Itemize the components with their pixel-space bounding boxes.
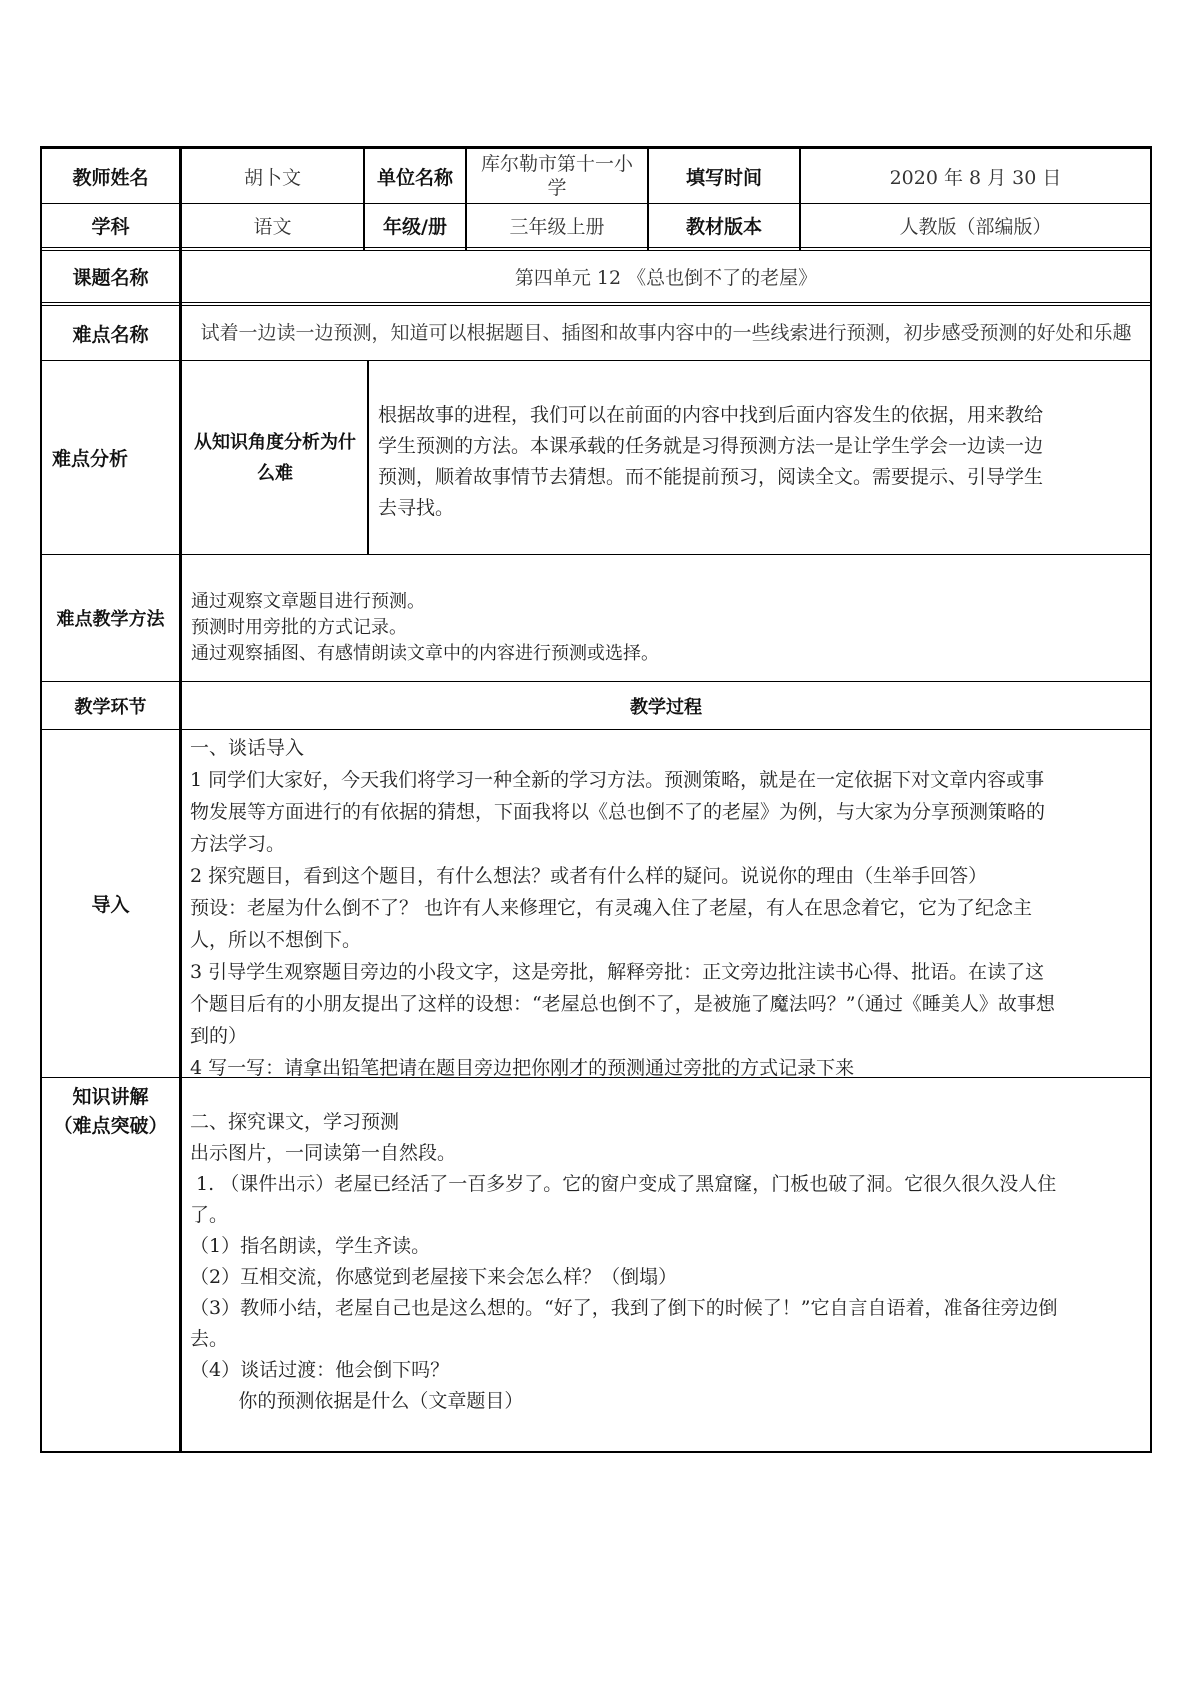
grade-value: 三年级上册 (509, 216, 605, 238)
process-header: 教学过程 (630, 696, 702, 718)
teacher-name-value: 胡卜文 (243, 166, 301, 189)
knowledge-lines (190, 1107, 1058, 1417)
analysis-sub-label: 从知识角度分析为什么难 (194, 431, 356, 484)
row-divider (40, 729, 1152, 730)
knowledge-line: 二、探究课文，学习预测 (190, 1111, 400, 1133)
col-divider (367, 361, 369, 555)
stage-header: 教学环节 (74, 696, 147, 718)
intro-line: 1 同学们大家好，今天我们将学习一种全新的学习方法。预测策略，就是在一定依据下对文章内容或事物发展等方面进行的有依据的猜想，下面我将以《总也倒不了的老屋》为例，与大家为分享预测策略的方法学习。 (190, 769, 1046, 855)
knowledge-line: 你的预测依据是什么（文章题目） (190, 1390, 524, 1412)
fill-date-label: 填写时间 (685, 166, 762, 189)
knowledge-line: （1）指名朗读，学生齐读。 (190, 1235, 431, 1257)
border-bottom (40, 1451, 1152, 1453)
row-divider (40, 302, 1152, 303)
intro-lines (190, 732, 1058, 1084)
topic-value: 第四单元 12 《总也倒不了的老屋》 (514, 267, 818, 289)
knowledge-line: （3）教师小结，老屋自己也是这么想的。“好了，我到了倒下的时候了！”它自言自语着，准备往旁边倒去。 (190, 1297, 1058, 1350)
subject-value: 语文 (253, 216, 292, 238)
intro-line: 3 引导学生观察题目旁边的小段文字，这是旁批，解释旁批：正文旁边批注读书心得、批语。在读了这个题目后有的小朋友提出了这样的设想：“老屋总也倒不了，是被施了魔法吗？”（通过《睡美人》故事想到的） (190, 961, 1055, 1047)
topic-label: 课题名称 (72, 267, 149, 289)
analysis-value: 根据故事的进程，我们可以在前面的内容中找到后面内容发生的依据，用来教给学生预测的方法。本课承载的任务就是习得预测方法一是让学生学会一边读一边预测，顺着故事情节去猜想。而不能提前预习，阅读全文。需要提示、引导学生去寻找。 (378, 404, 1044, 519)
fill-date-value: 2020 年 8 月 30 日 (889, 166, 1062, 189)
intro-line: 2 探究题目，看到这个题目，有什么想法？或者有什么样的疑问。说说你的理由（生举手回答） (190, 865, 988, 887)
knowledge-line: （4）谈话过渡：他会倒下吗？ (190, 1359, 450, 1381)
intro-line: 预设：老屋为什么倒不了？ 也许有人来修理它，有灵魂入住了老屋，有人在思念着它，它为了纪念主人，所以不想倒下。 (190, 897, 1033, 951)
intro-line: 4 写一写：请拿出铅笔把请在题目旁边把你刚才的预测通过旁批的方式记录下来 (190, 1057, 855, 1079)
intro-line: 一、谈话导入 (190, 737, 305, 759)
subject-label: 学科 (91, 216, 130, 238)
method-line: 预测时用旁批的方式记录。 (191, 617, 407, 638)
method-lines (191, 589, 1141, 667)
intro-label: 导入 (91, 894, 130, 916)
knowledge-label (42, 1080, 179, 1144)
edition-value: 人教版（部编版） (899, 216, 1052, 238)
method-line: 通过观察插图、有感情朗读文章中的内容进行预测或选择。 (191, 643, 659, 664)
col-divider (179, 146, 182, 1453)
row-divider (40, 554, 1152, 555)
knowledge-line: 1. （课件出示）老屋已经活了一百多岁了。它的窗户变成了黑窟窿，门板也破了洞。它很久很久没人住了。 (190, 1173, 1057, 1226)
knowledge-line: 出示图片，一同读第一自然段。 (190, 1142, 457, 1164)
knowledge-line: （2）互相交流，你感觉到老屋接下来会怎么样？（倒塌） (190, 1266, 678, 1288)
row-divider (40, 247, 1152, 248)
edition-label: 教材版本 (685, 216, 762, 238)
unit-name-value: 库尔勒市第十一小学 (480, 153, 633, 199)
difficulty-label: 难点名称 (72, 323, 149, 346)
grade-label: 年级/册 (383, 216, 447, 238)
method-label: 难点教学方法 (56, 609, 165, 630)
unit-name-label: 单位名称 (376, 166, 453, 189)
knowledge-label-line1: 知识讲解 (72, 1086, 149, 1108)
analysis-label: 难点分析 (52, 448, 129, 470)
difficulty-value: 试着一边读一边预测，知道可以根据题目、插图和故事内容中的一些线索进行预测，初步感受预测的好处和乐趣 (200, 321, 1132, 344)
border-right (1150, 146, 1152, 1453)
teacher-name-label: 教师姓名 (72, 166, 149, 189)
knowledge-label-line2: （难点突破） (53, 1115, 168, 1137)
method-line: 通过观察文章题目进行预测。 (191, 591, 425, 612)
